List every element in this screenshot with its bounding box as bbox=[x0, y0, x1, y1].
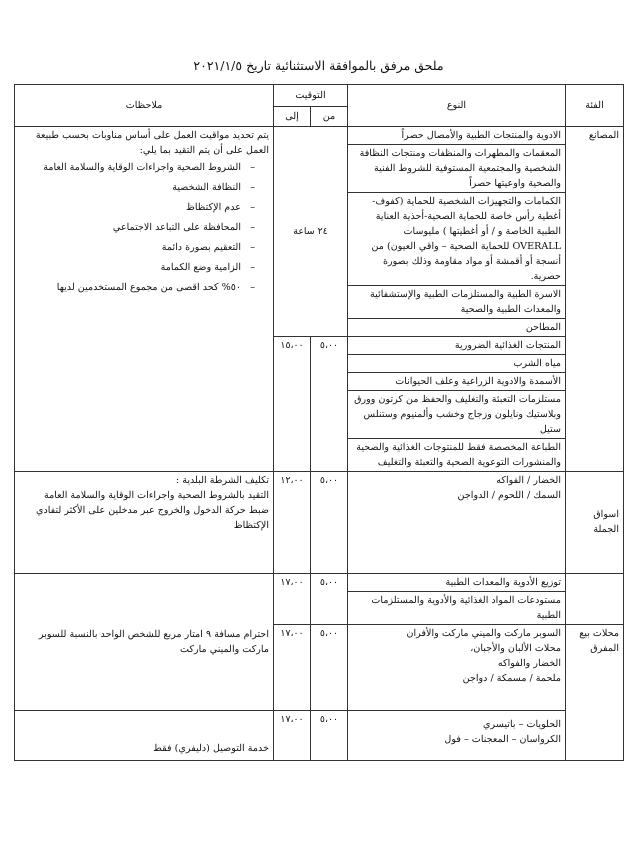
type-cell-wholesale bbox=[348, 472, 566, 574]
time-from: ٥،٠٠ bbox=[311, 711, 348, 761]
type-item: المعقمات والمطهرات والمنظفات ومنتجات النظافة الشخصية والمجتمعية المستوفية للشروط الفنية والصحية واوعيتها حصراً bbox=[348, 145, 566, 193]
notes-item: – النظافة الشخصية bbox=[19, 178, 241, 198]
schedule-table bbox=[14, 84, 624, 761]
type-cell-retail bbox=[348, 625, 566, 711]
header-timing: التوقيت bbox=[274, 85, 348, 107]
header-notes: ملاحظات bbox=[15, 85, 274, 127]
category-wholesale: اسواق الجملة bbox=[566, 472, 624, 574]
time-24h: ٢٤ ساعة bbox=[274, 127, 348, 337]
page-title: ملحق مرفق بالموافقة الاستثنائية تاريخ ٢٠٢١/١/٥ bbox=[193, 58, 444, 73]
type-item: محلات الألبان والأجبان، bbox=[470, 643, 561, 654]
notes-item: – عدم الإكتظاظ bbox=[19, 198, 241, 218]
header-from: من bbox=[311, 107, 348, 127]
type-item: الطباعة المخصصة فقط للمنتوجات الغذائية والصحية والمنشورات التوعوية الصحية والتعبئة والتغليف bbox=[348, 439, 566, 472]
category-retail: محلات بيع المفرق bbox=[566, 625, 624, 761]
notes-line: التقيد بالشروط الصحية واجراءات الوقاية والسلامة العامة bbox=[43, 490, 269, 501]
notes-list bbox=[19, 158, 255, 298]
time-to: ١٧،٠٠ bbox=[274, 625, 311, 711]
type-item: مستودعات المواد الغذائية والأدوية والمستلزمات الطبية bbox=[348, 592, 566, 625]
category-factories: المصانع bbox=[566, 127, 624, 472]
header-type: النوع bbox=[348, 85, 566, 127]
type-item: ملحمة / مسمكة / دواجن bbox=[462, 673, 561, 684]
category-empty bbox=[566, 574, 624, 625]
type-item: مياه الشرب bbox=[348, 355, 566, 373]
type-item: المنتجات الغذائية الضرورية bbox=[348, 337, 566, 355]
type-item: الاسرة الطبية والمستلزمات الطبية والإستشفائية والمعدات الطبية والصحية bbox=[348, 286, 566, 319]
type-item: توزيع الأدوية والمعدات الطبية bbox=[348, 574, 566, 592]
time-from: ٥،٠٠ bbox=[311, 574, 348, 625]
notes-item: – التعقيم بصورة دائمة bbox=[19, 238, 241, 258]
type-item: الخضار والفواكه bbox=[497, 658, 561, 669]
header-category: الفئة bbox=[566, 85, 624, 127]
type-cell-bakery bbox=[348, 711, 566, 761]
header-to: إلى bbox=[274, 107, 311, 127]
notes-item: – ٥٠% كحد اقصى من مجموع المستخدمين لديها bbox=[19, 278, 241, 298]
time-to: ١٧،٠٠ bbox=[274, 574, 311, 625]
notes-wholesale bbox=[15, 472, 274, 574]
time-from: ٥،٠٠ bbox=[311, 472, 348, 574]
time-to: ١٥،٠٠ bbox=[274, 337, 311, 472]
type-item: الكمامات والتجهيزات الشخصية للحماية (كفوف-أغطية رأس خاصة للحماية الصحية-أحذية العناية الطبية الخاصة و / أو أغطيتها ) مليوسات OVERALL للحماية الصحية – واقي العيون) من أنسجة أو أقمشة أو مواد مقاومة وذلك بصورة حصرية. bbox=[348, 193, 566, 286]
type-item: المطاحن bbox=[348, 319, 566, 337]
type-item: السوبر ماركت والميني ماركت والأفران bbox=[406, 628, 561, 639]
notes-item: – المحافظة على التباعد الاجتماعي bbox=[19, 218, 241, 238]
time-from: ٥،٠٠ bbox=[311, 625, 348, 711]
type-item: الأسمدة والادوية الزراعية وعلف الحيوانات bbox=[348, 373, 566, 391]
type-item: الادوية والمنتجات الطبية والأمصال حصراً bbox=[348, 127, 566, 145]
time-to: ١٧،٠٠ bbox=[274, 711, 311, 761]
time-to: ١٢،٠٠ bbox=[274, 472, 311, 574]
type-item: الخضار / الفواكه bbox=[496, 475, 561, 486]
notes-factories bbox=[15, 127, 274, 472]
notes-line: ضبط حركة الدخول والخروج عبر مدخلين على الأكثر لتفادي الإكتظاظ bbox=[35, 505, 269, 531]
notes-item: – الشروط الصحية واجراءات الوقاية والسلامة العامة bbox=[19, 158, 241, 178]
notes-bakery: خدمة التوصيل (دليفري) فقط bbox=[15, 711, 274, 761]
time-from: ٥،٠٠ bbox=[311, 337, 348, 472]
notes-intro: يتم تحديد مواقيت العمل على أساس مناوبات بحسب طبيعة العمل على أن يتم التقيد بما يلي: bbox=[35, 130, 269, 156]
notes-item: – الزامية وضع الكمامة bbox=[19, 258, 241, 278]
notes-line: تكليف الشرطة البلدية : bbox=[175, 475, 269, 486]
type-item: السمك / اللحوم / الدواجن bbox=[457, 490, 561, 501]
type-item: مستلزمات التعبئة والتغليف والحفظ من كرتون وورق وبلاستيك ونايلون وزجاج وخشب وألمنيوم وستنلس ستيل bbox=[348, 391, 566, 439]
notes-retail: احترام مسافة ٩ امتار مربع للشخص الواحد بالنسبة للسوبر ماركت والميني ماركت bbox=[15, 574, 274, 711]
type-item: الحلويات – باتيسري bbox=[483, 719, 561, 730]
type-item: الكرواسان – المعجنات – فول bbox=[444, 734, 561, 745]
